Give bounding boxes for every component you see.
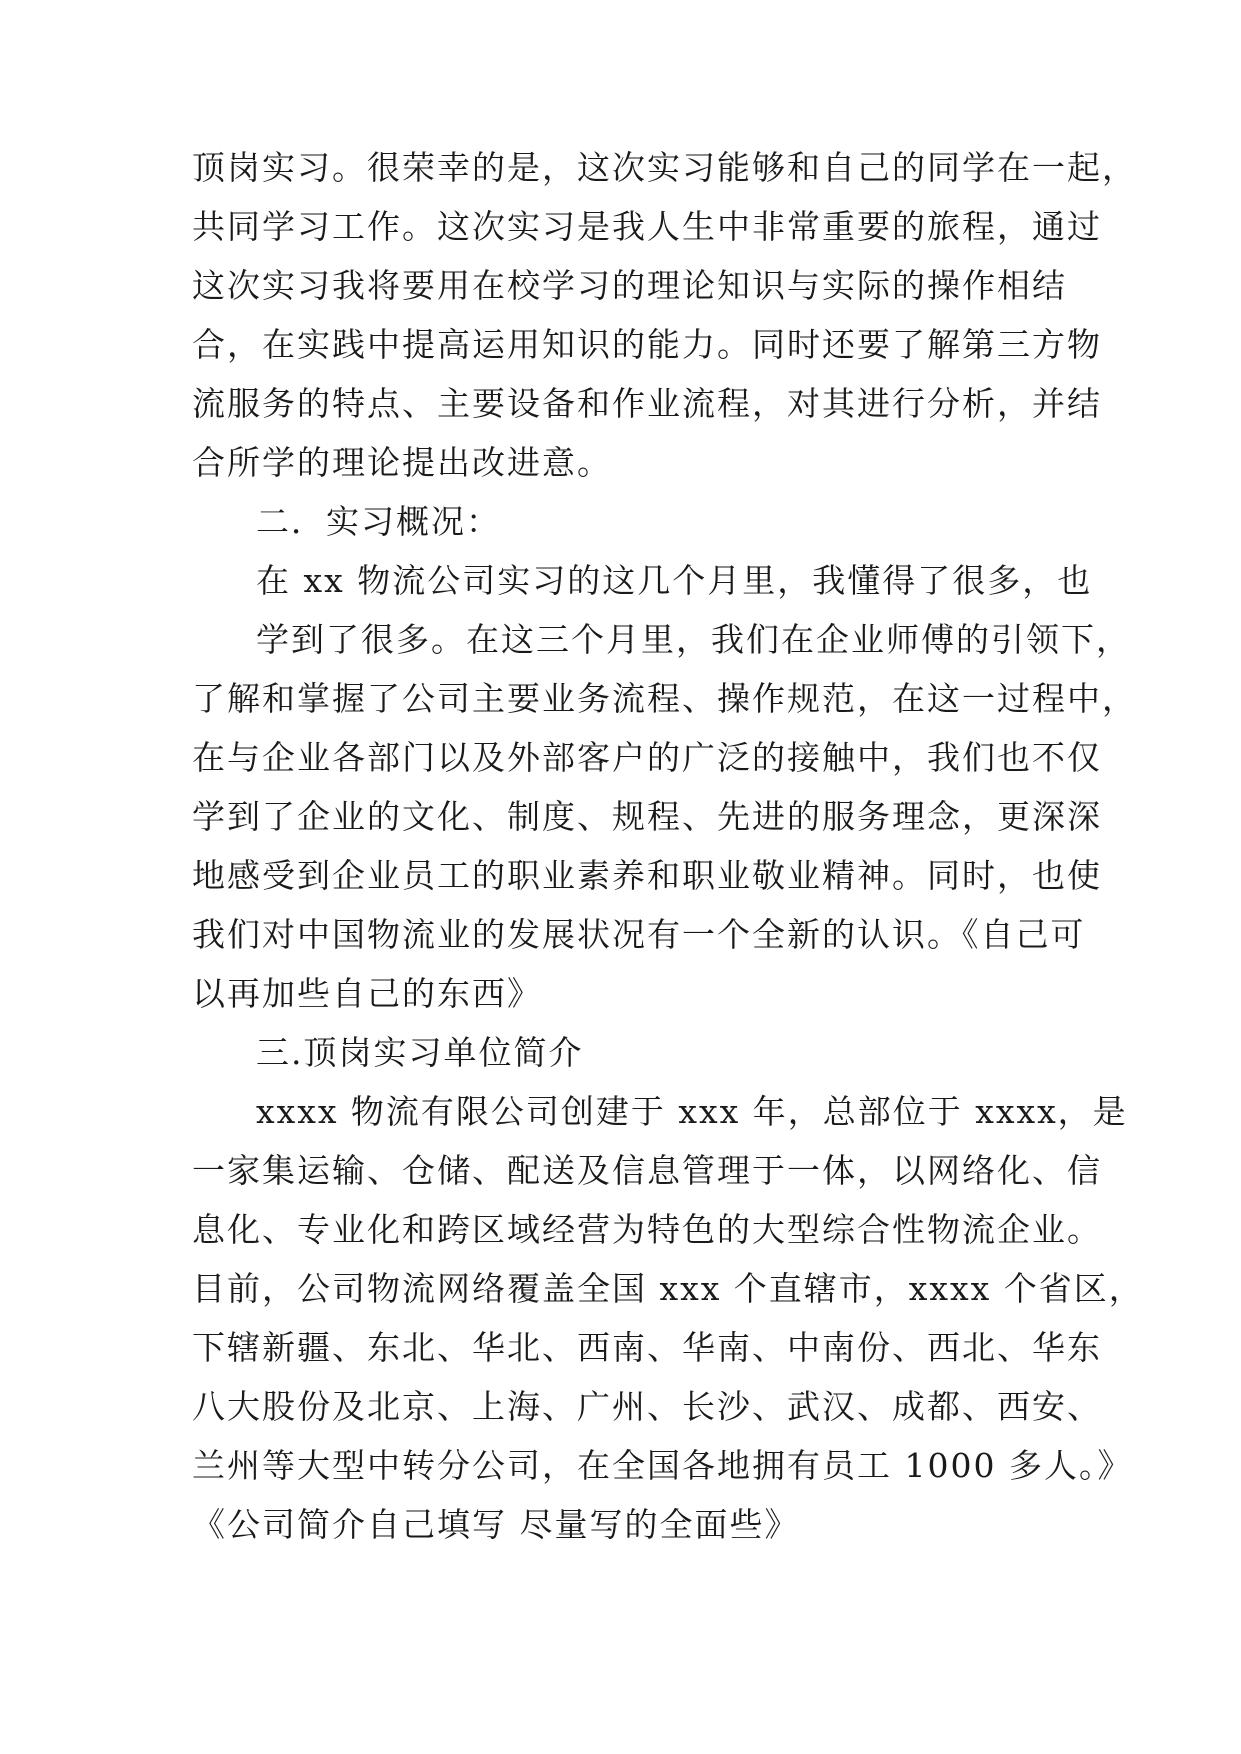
section-heading: 二．实习概况： xyxy=(256,502,501,541)
text-line: 息化、专业化和跨区域经营为特色的大型综合性物流企业。 xyxy=(192,1210,1102,1249)
text-line: 在与企业各部门以及外部客户的广泛的接触中，我们也不仅 xyxy=(192,738,1102,777)
text-line: 八大股份及北京、上海、广州、长沙、武汉、成都、西安、 xyxy=(192,1387,1102,1426)
text-line: 流服务的特点、主要设备和作业流程，对其进行分析，并结 xyxy=(192,384,1102,423)
section-heading: 三.顶岗实习单位简介 xyxy=(256,1033,584,1072)
text-line: 合，在实践中提高运用知识的能力。同时还要了解第三方物 xyxy=(192,325,1102,364)
text-line: 合所学的理论提出改进意。 xyxy=(192,443,612,482)
text-line: 目前，公司物流网络覆盖全国 xxx 个直辖市，xxxx 个省区， xyxy=(192,1269,1144,1308)
text-line: 共同学习工作。这次实习是我人生中非常重要的旅程，通过 xyxy=(192,207,1102,246)
text-line: 《公司简介自己填写 尽量写的全面些》 xyxy=(192,1505,800,1544)
text-line: 兰州等大型中转分公司，在全国各地拥有员工 1000 多人。》 xyxy=(192,1446,1133,1485)
text-line: 顶岗实习。很荣幸的是，这次实习能够和自己的同学在一起， xyxy=(192,148,1137,187)
text-line: 这次实习我将要用在校学习的理论知识与实际的操作相结 xyxy=(192,266,1067,305)
text-line: 下辖新疆、东北、华北、西南、华南、中南份、西北、华东 xyxy=(192,1328,1102,1367)
text-line: 学到了企业的文化、制度、规程、先进的服务理念，更深深 xyxy=(192,797,1102,836)
text-line: 了解和掌握了公司主要业务流程、操作规范，在这一过程中， xyxy=(192,679,1137,718)
text-line: 我们对中国物流业的发展状况有一个全新的认识。《自己可 xyxy=(192,915,1086,954)
text-line: 地感受到企业员工的职业素养和职业敬业精神。同时，也使 xyxy=(192,856,1102,895)
text-line: xxxx 物流有限公司创建于 xxx 年，总部位于 xxxx，是 xyxy=(256,1092,1128,1131)
text-line: 以再加些自己的东西》 xyxy=(192,974,542,1013)
text-line: 在 xx 物流公司实习的这几个月里，我懂得了很多，也 xyxy=(256,561,1093,600)
text-line: 一家集运输、仓储、配送及信息管理于一体，以网络化、信 xyxy=(192,1151,1102,1190)
text-line: 学到了很多。在这三个月里，我们在企业师傅的引领下， xyxy=(256,620,1131,659)
